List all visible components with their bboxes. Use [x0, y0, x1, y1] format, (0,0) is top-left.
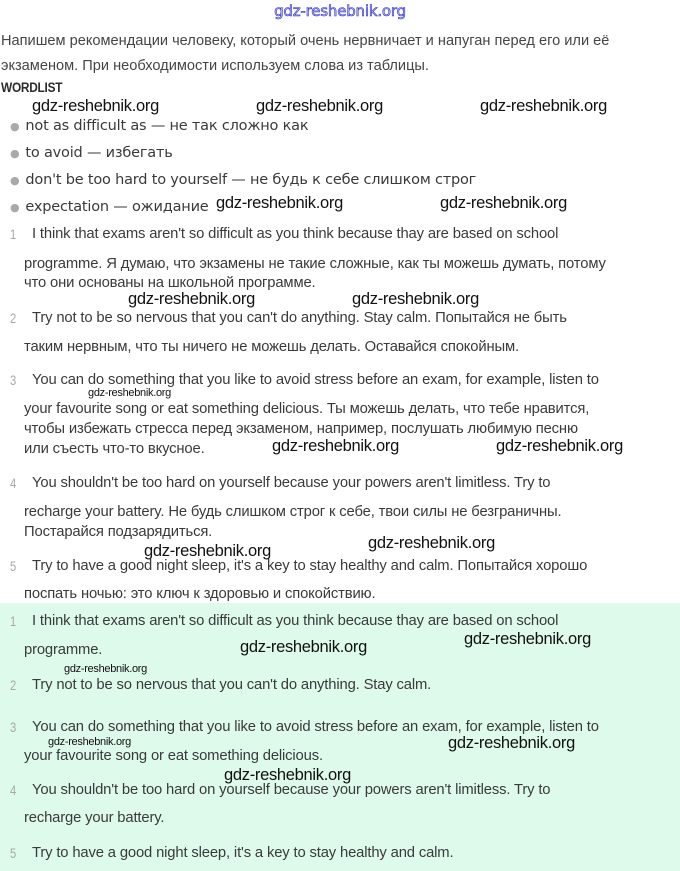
watermark: gdz-reshebnik.org: [480, 97, 607, 115]
wordlist-title: WORDLIST: [1, 80, 63, 95]
watermark: gdz-reshebnik.org: [240, 638, 367, 656]
bullet-icon: ●: [10, 120, 20, 133]
wordlist-item: ● don't be too hard to yourself — не будь к себе слишком строг: [10, 172, 477, 188]
wordlist-item: ● expectation — ожидание: [10, 199, 209, 215]
answer-number: 5: [10, 845, 17, 861]
answer-number: 4: [10, 475, 17, 491]
answer-number: 1: [10, 226, 17, 242]
watermark: gdz-reshebnik.org: [216, 194, 343, 212]
answer-number: 5: [10, 558, 17, 574]
task-intro: Напишем рекомендации человеку, который очень нервничает и напуган перед его или её экзаменом. При необходимости используем слова из таблицы.: [1, 33, 610, 74]
watermark: gdz-reshebnik.org: [272, 437, 399, 455]
answer-number: 3: [10, 372, 17, 388]
site-watermark: gdz-reshebnik.org: [274, 2, 406, 20]
answer-number: 2: [10, 677, 17, 693]
watermark: gdz-reshebnik.org: [496, 437, 623, 455]
bullet-icon: ●: [10, 174, 20, 187]
watermark: gdz-reshebnik.org: [64, 663, 147, 675]
watermark: gdz-reshebnik.org: [464, 630, 591, 648]
answer-number: 4: [10, 782, 17, 798]
watermark: gdz-reshebnik.org: [352, 290, 479, 308]
wordlist-item: ● to avoid — избегать: [10, 145, 173, 161]
answer-number: 2: [10, 310, 17, 326]
answer-number: 3: [10, 719, 17, 735]
wordlist-item: ● not as difficult as — не так сложно как: [10, 118, 309, 134]
watermark: gdz-reshebnik.org: [256, 97, 383, 115]
watermark: gdz-reshebnik.org: [224, 766, 351, 784]
watermark: gdz-reshebnik.org: [48, 736, 131, 748]
watermark: gdz-reshebnik.org: [32, 97, 159, 115]
bullet-icon: ●: [10, 201, 20, 214]
watermark: gdz-reshebnik.org: [128, 290, 255, 308]
watermark: gdz-reshebnik.org: [440, 194, 567, 212]
bullet-icon: ●: [10, 147, 20, 160]
answer-number: 1: [10, 613, 17, 629]
watermark: gdz-reshebnik.org: [368, 534, 495, 552]
watermark: gdz-reshebnik.org: [144, 542, 271, 560]
watermark: gdz-reshebnik.org: [88, 387, 171, 399]
watermark: gdz-reshebnik.org: [448, 734, 575, 752]
